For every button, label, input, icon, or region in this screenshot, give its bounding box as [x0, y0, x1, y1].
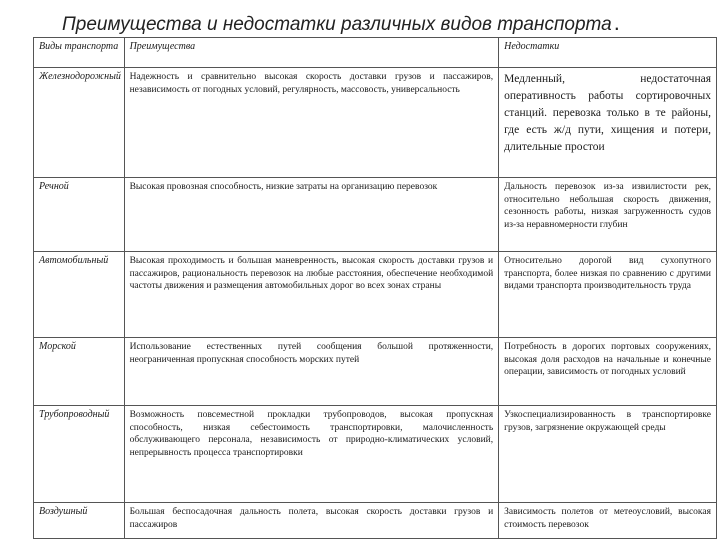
transport-table — [33, 37, 717, 539]
transport-type-cell: Автомобильный — [34, 252, 125, 338]
table-header-row — [34, 38, 717, 68]
transport-type-cell: Морской — [34, 338, 125, 406]
title-text: Преимущества и недостатки различных видов транспорта — [62, 14, 612, 35]
disadvantages-cell: Медленный, недостаточная оперативность работы сортировочных станций. перевозка только в те районы, где есть ж/д пути, хищения и потери, длительные простои — [499, 68, 717, 178]
table-row — [34, 178, 717, 252]
transport-type-cell: Воздушный — [34, 503, 125, 539]
advantages-cell: Использование естественных путей сообщения большой протяженности, неограниченная пропускная способность морских путей — [124, 338, 499, 406]
disadvantages-cell: Зависимость полетов от метеоусловий, высокая стоимость перевозок — [499, 503, 717, 539]
advantages-cell: Высокая провозная способность, низкие затраты на организацию перевозок — [124, 178, 499, 252]
header-advantages: Преимущества — [124, 38, 499, 68]
transport-type-cell: Речной — [34, 178, 125, 252]
transport-type-cell: Трубопроводный — [34, 406, 125, 503]
table-row — [34, 252, 717, 338]
header-type: Виды транспорта — [34, 38, 125, 68]
page-title — [62, 10, 620, 36]
advantages-cell: Возможность повсеместной прокладки трубопроводов, высокая пропускная способность, низкая себестоимость транспортировки, малочисленность обслуживающего персонала, независимость от природно-климатических условий, непрерывность процесса транспортировки — [124, 406, 499, 503]
disadvantages-cell: Потребность в дорогих портовых сооружениях, высокая доля расходов на начальные и конечные операции, зависимость от погодных условий — [499, 338, 717, 406]
table-row — [34, 406, 717, 503]
advantages-cell: Высокая проходимость и большая маневренность, высокая скорость доставки грузов и пассажиров, рациональность перевозок на любые расстояния, обеспечение необходимой частоты движения и размещения автомобильных дорог во всех зонах страны — [124, 252, 499, 338]
table-row — [34, 68, 717, 178]
table-row — [34, 503, 717, 539]
disadvantages-cell: Дальность перевозок из-за извилистости рек, относительно небольшая скорость движения, сезонность работы, низкая загруженность судов из-за неравномерности глубин — [499, 178, 717, 252]
table-row — [34, 338, 717, 406]
title-dot: . — [613, 10, 620, 35]
transport-type-cell: Железнодорожный — [34, 68, 125, 178]
disadvantages-cell: Относительно дорогой вид сухопутного транспорта, более низкая по сравнению с другими видами транспорта производительность труда — [499, 252, 717, 338]
header-disadvantages: Недостатки — [499, 38, 717, 68]
advantages-cell: Надежность и сравнительно высокая скорость доставки грузов и пассажиров, независимость от погодных условий, регулярность, массовость, универсальность — [124, 68, 499, 178]
advantages-cell: Большая беспосадочная дальность полета, высокая скорость доставки грузов и пассажиров — [124, 503, 499, 539]
disadvantages-cell: Узкоспециализированность в транспортировке грузов, загрязнение окружающей среды — [499, 406, 717, 503]
